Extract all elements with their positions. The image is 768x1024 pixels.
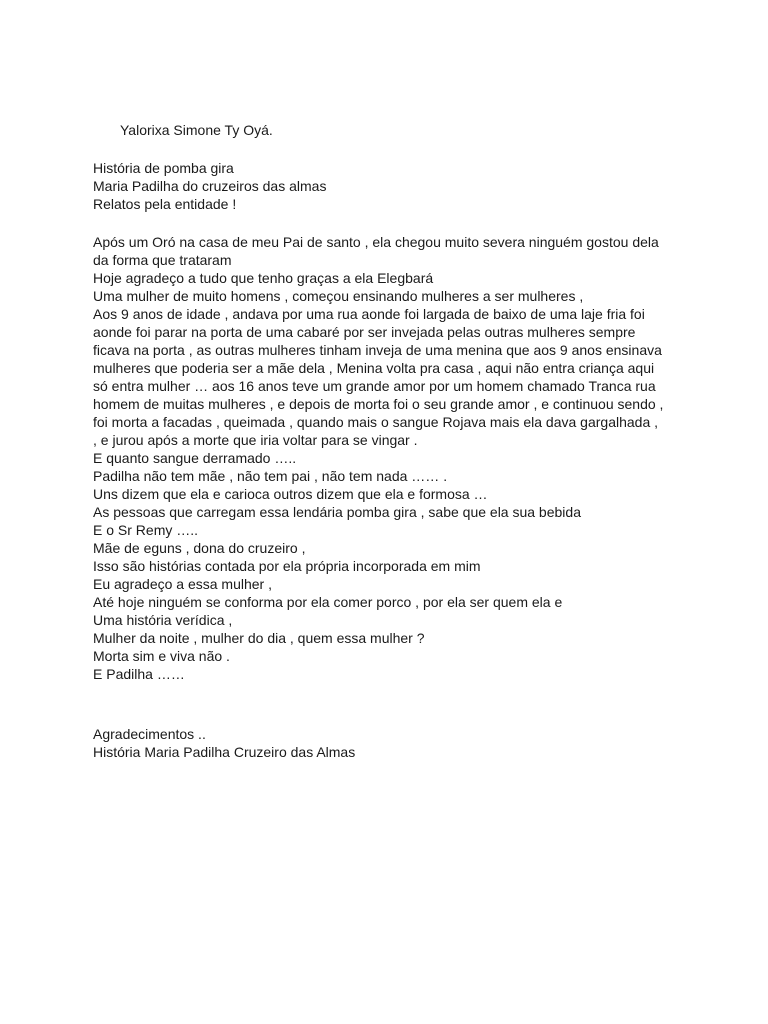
body-line: E Padilha …… [93, 666, 185, 682]
header-block [93, 159, 663, 213]
body-line: , e jurou após a morte que iria voltar para se vingar . [93, 432, 418, 448]
header-line: Maria Padilha do cruzeiros das almas [93, 178, 327, 194]
body-line: aonde foi parar na porta de uma cabaré por ser invejada pelas outras mulheres sempre [93, 324, 636, 340]
body-line: mulheres que poderia ser a mãe dela , Menina volta pra casa , aqui não entra criança aqui [93, 360, 655, 376]
body-line: foi morta a facadas , queimada , quando mais o sangue Rojava mais ela dava gargalhada , [93, 414, 659, 430]
body-line: Mulher da noite , mulher do dia , quem essa mulher ? [93, 630, 425, 646]
body-line: Mãe de eguns , dona do cruzeiro , [93, 540, 306, 556]
body-line: Isso são histórias contada por ela própria incorporada em mim [93, 558, 481, 574]
body-line: Aos 9 anos de idade , andava por uma rua aonde foi largada de baixo de uma laje fria foi [93, 306, 645, 322]
body-line: E o Sr Remy ….. [93, 522, 199, 538]
footer-block [93, 725, 663, 761]
body-line: Uns dizem que ela e carioca outros dizem que ela e formosa … [93, 486, 488, 502]
body-line: homem de muitas mulheres , e depois de morta foi o seu grande amor , e continuou sendo , [93, 396, 664, 412]
body-line: Após um Oró na casa de meu Pai de santo , ela chegou muito severa ninguém gostou dela [93, 234, 659, 250]
body-line: Padilha não tem mãe , não tem pai , não tem nada …… . [93, 468, 448, 484]
footer-line: História Maria Padilha Cruzeiro das Almas [93, 744, 356, 760]
body-line: As pessoas que carregam essa lendária pomba gira , sabe que ela sua bebida [93, 504, 581, 520]
header-line: História de pomba gira [93, 160, 234, 176]
body-line: Hoje agradeço a tudo que tenho graças a ela Elegbará [93, 270, 434, 286]
body-line: Morta sim e viva não . [93, 648, 230, 664]
footer-line: Agradecimentos .. [93, 726, 206, 742]
author-line: Yalorixa Simone Ty Oyá. [120, 122, 273, 138]
body-line: da forma que trataram [93, 252, 232, 268]
body-line: Até hoje ninguém se conforma por ela comer porco , por ela ser quem ela e [93, 594, 563, 610]
body-line: E quanto sangue derramado ….. [93, 450, 297, 466]
body-block [93, 233, 663, 683]
body-line: Eu agradeço a essa mulher , [93, 576, 272, 592]
body-line: ficava na porta , as outras mulheres tinham inveja de uma menina que aos 9 anos ensinava [93, 342, 662, 358]
body-line: só entra mulher … aos 16 anos teve um grande amor por um homem chamado Tranca rua [93, 378, 656, 394]
body-line: Uma história verídica , [93, 612, 233, 628]
body-line: Uma mulher de muito homens , começou ensinando mulheres a ser mulheres , [93, 288, 584, 304]
header-line: Relatos pela entidade ! [93, 196, 237, 212]
